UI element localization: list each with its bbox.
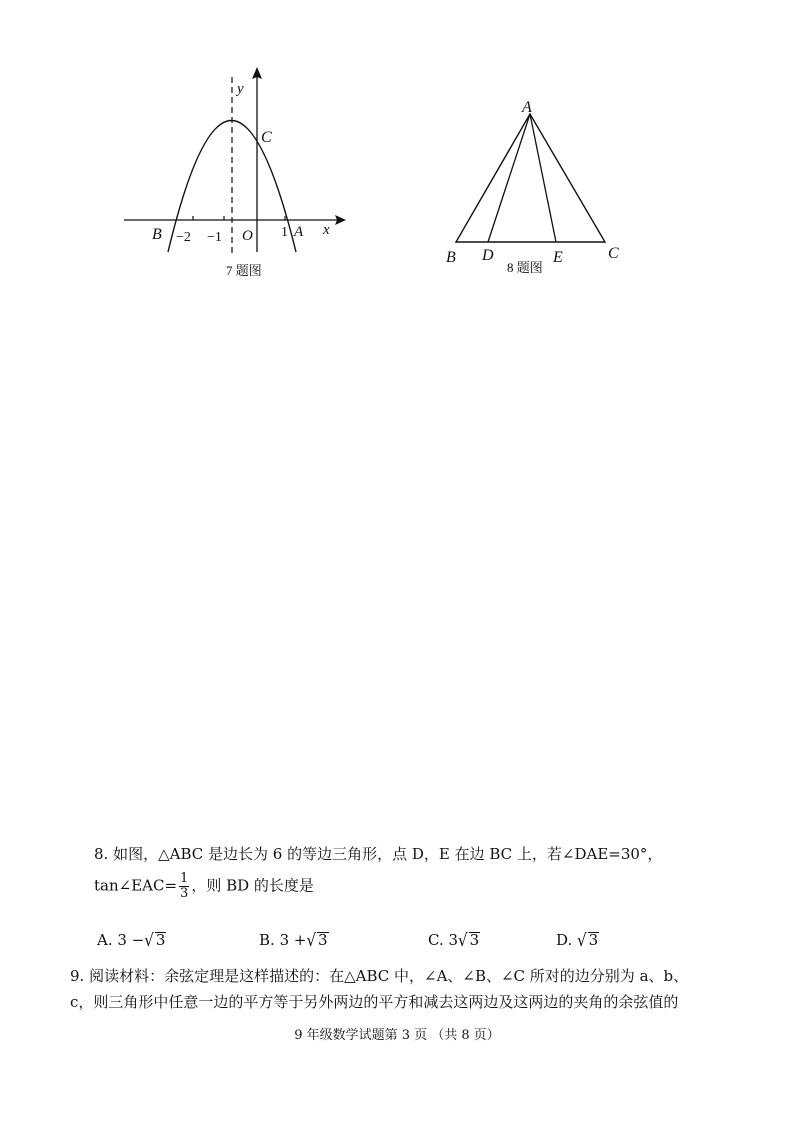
label-O: O: [242, 228, 253, 244]
radicand: 3: [318, 931, 328, 949]
q8-fraction: [179, 872, 189, 901]
label-A: A: [294, 224, 304, 240]
q8-frac-denominator: 3: [180, 886, 189, 901]
radicand: 3: [155, 931, 166, 949]
label-D: D: [482, 247, 494, 264]
option-value: 3 −: [117, 931, 145, 949]
label-C: C: [261, 129, 272, 146]
q9-line1: 9. 阅读材料：余弦定理是这样描述的：在△ABC 中，∠A、∠B、∠C 所对的边分别为 a、b、: [70, 967, 689, 985]
q8-option-a[interactable]: [97, 931, 166, 949]
label-x: x: [323, 222, 330, 238]
figure-8-caption: 8 题图: [507, 260, 543, 275]
sqrt-icon: √: [306, 929, 317, 951]
tick-label-1: 1: [281, 225, 288, 240]
figure-7-caption: 7 题图: [226, 263, 262, 278]
option-label: D.: [556, 931, 573, 949]
radicand: 3: [469, 931, 480, 949]
label-A: A: [522, 99, 532, 116]
figure-8-triangle: [440, 92, 630, 282]
q8-stem-line2: [94, 872, 314, 901]
label-C: C: [608, 245, 619, 262]
tick-label-minus-2: −2: [176, 230, 191, 245]
label-B: B: [152, 226, 162, 243]
q8-question-text: ，则 BD 的长度是: [191, 876, 314, 895]
q8-frac-numerator: 1: [180, 871, 189, 886]
label-B: B: [446, 249, 456, 266]
q9-line2: c，则三角形中任意一边的平方等于另外两边的平方和减去这两边及这两边的夹角的余弦值的: [70, 993, 679, 1011]
segment-AD: [488, 114, 530, 242]
label-E: E: [553, 249, 563, 266]
page-footer: 9 年级数学试题第 3 页 （共 8 页）: [294, 1028, 500, 1043]
radicand: 3: [588, 931, 599, 949]
q8-option-c[interactable]: [428, 931, 480, 949]
q8-option-b[interactable]: [259, 931, 329, 949]
figure-7-parabola: [110, 62, 360, 287]
triangle-ABC: [456, 114, 605, 242]
label-y: y: [237, 81, 244, 97]
sqrt-icon: √: [144, 929, 154, 951]
option-value: 3 +: [279, 931, 307, 949]
sqrt-icon: √: [458, 929, 468, 951]
segment-AE: [530, 114, 556, 242]
q8-stem-line1: 8. 如图，△ABC 是边长为 6 的等边三角形，点 D，E 在边 BC 上，若∠DAE=30°，: [94, 845, 663, 863]
option-label: B.: [259, 931, 275, 949]
option-label: C.: [428, 931, 444, 949]
q8-option-d[interactable]: [556, 931, 599, 949]
option-label: A.: [97, 931, 113, 949]
q8-tan-expression: tan∠EAC=: [94, 876, 178, 895]
sqrt-icon: √: [577, 929, 587, 951]
tick-label-minus-1: −1: [207, 230, 222, 245]
option-value: 3: [448, 931, 459, 949]
